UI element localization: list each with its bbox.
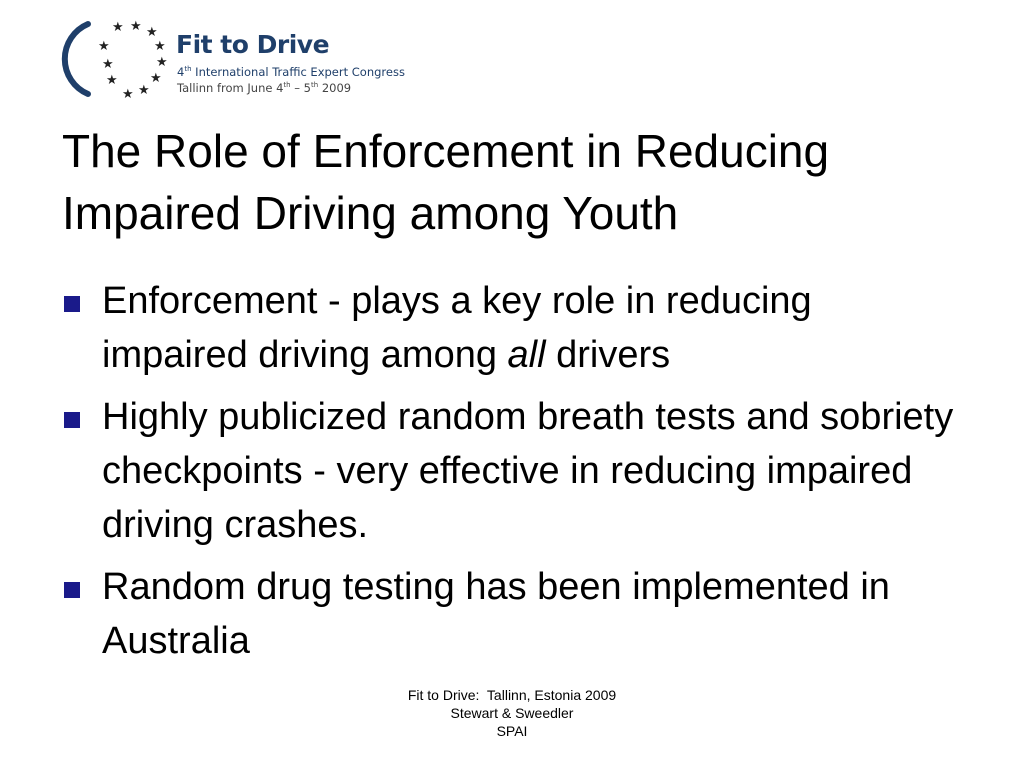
svg-text:★: ★ — [146, 25, 158, 40]
bullet-item — [62, 560, 962, 668]
svg-text:★: ★ — [112, 20, 124, 35]
svg-text:★: ★ — [122, 87, 134, 102]
logo-congress-line: 4th International Traffic Expert Congress — [177, 65, 405, 79]
svg-text:★: ★ — [138, 83, 150, 98]
emphasis-text: all — [507, 334, 546, 376]
footer-line: Stewart & Sweedler — [450, 705, 574, 721]
slide-title: The Role of Enforcement in Reducing Impaired Driving among Youth — [62, 125, 830, 239]
svg-text:★: ★ — [102, 57, 114, 72]
square-bullet-icon — [64, 582, 80, 598]
bullet-text: Highly publicized random breath tests and sobriety checkpoints - very effective in reducing impaired driving crashes. — [102, 396, 954, 546]
svg-text:★: ★ — [150, 71, 162, 86]
footer-line: Fit to Drive: Tallinn, Estonia 2009 — [407, 687, 617, 703]
square-bullet-icon — [64, 412, 80, 428]
congress-logo — [40, 14, 420, 104]
svg-text:★: ★ — [156, 55, 168, 70]
bullet-list — [62, 274, 962, 676]
svg-text:★: ★ — [154, 39, 166, 54]
star-ring-emblem-icon — [40, 14, 170, 104]
svg-text:★: ★ — [130, 19, 142, 34]
logo-date-line: Tallinn from June 4th – 5th 2009 — [177, 81, 352, 95]
bullet-item — [62, 274, 962, 382]
svg-text:★: ★ — [98, 39, 110, 54]
logo-title: Fit to Drive — [176, 30, 330, 59]
bullet-item — [62, 390, 962, 552]
square-bullet-icon — [64, 296, 80, 312]
svg-text:★: ★ — [106, 73, 118, 88]
slide-footer — [340, 686, 684, 740]
footer-line: SPAI — [496, 723, 528, 739]
bullet-text: Enforcement - plays a key role in reducing impaired driving among all drivers — [102, 280, 812, 376]
bullet-text: Random drug testing has been implemented in Australia — [102, 566, 890, 662]
